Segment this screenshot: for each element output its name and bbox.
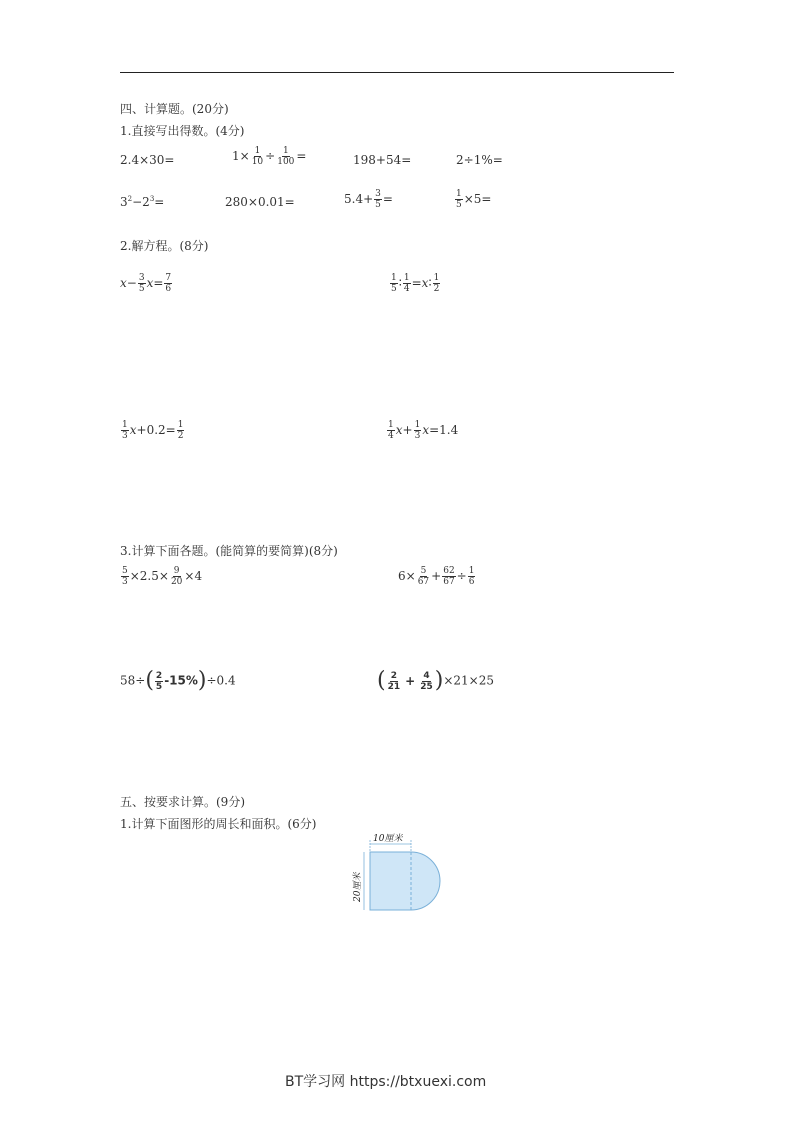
fraction: $\frac{1}{3}$ xyxy=(414,420,421,441)
q3-expression-2: 6× $\frac{5}{67}$ + $\frac{62}{67}$ ÷ $\frac{1}{6}$ xyxy=(398,566,475,587)
q1-item-b: 1× $\frac{1}{10}$ ÷ $\frac{1}{100}$ = xyxy=(232,146,307,167)
fraction: $\frac{5}{67}$ xyxy=(417,566,430,587)
q1-item-a: 2.4×30= xyxy=(120,153,175,167)
fraction: $\frac{1}{5}$ xyxy=(391,273,397,294)
fraction: $\frac{1}{3}$ xyxy=(122,420,128,441)
footer-text: BT学习网 https://btxuexi.com xyxy=(285,1074,487,1090)
s5-q1-title: 1.计算下面图形的周长和面积。(6分) xyxy=(120,817,317,831)
top-rule xyxy=(120,72,674,73)
semicircle-rectangle-figure xyxy=(350,830,450,916)
q3-expression-4: ( $\frac{2}{21}$ + $\frac{4}{25}$ )×21×25 xyxy=(377,668,494,693)
q1-item-d: 2÷1%= xyxy=(456,153,503,167)
width-label: 10厘米 xyxy=(373,834,403,844)
q3-title: 3.计算下面各题。(能简算的要简算)(8分) xyxy=(120,544,338,558)
height-label: 20厘米 xyxy=(353,872,363,902)
q2-equation-4: $\frac{1}{4}$ x+ $\frac{1}{3}$ x=1.4 xyxy=(388,420,459,441)
fraction: $\frac{4}{25}$ xyxy=(420,670,433,692)
q1-item-h: $\frac{1}{5}$ ×5= xyxy=(456,189,492,210)
fraction: $\frac{3}{5}$ xyxy=(138,273,145,294)
section4-title: 四、计算题。(20分) xyxy=(120,102,229,116)
q2-equation-1: x− $\frac{3}{5}$ x= $\frac{7}{6}$ xyxy=(120,273,172,294)
fraction: $\frac{1}{5}$ xyxy=(456,189,462,210)
q1-item-f: 280×0.01= xyxy=(225,195,295,209)
fraction: $\frac{3}{5}$ xyxy=(375,189,381,210)
figure-shape xyxy=(370,852,440,910)
fraction: $\frac{2}{5}$ xyxy=(155,670,163,692)
fraction: $\frac{1}{6}$ xyxy=(468,566,475,587)
fraction: $\frac{1}{100}$ xyxy=(277,146,295,167)
q1-item-c: 198+54= xyxy=(353,153,412,167)
fraction: $\frac{1}{2}$ xyxy=(177,420,184,441)
fraction: $\frac{7}{6}$ xyxy=(165,273,172,294)
q1-item-e: $3^2-2^3=$ xyxy=(120,195,165,209)
fraction: $\frac{1}{2}$ xyxy=(433,273,440,294)
q3-expression-3: 58÷( $\frac{2}{5}$ -15%)÷0.4 xyxy=(120,668,236,693)
fraction: $\frac{1}{10}$ xyxy=(251,146,264,167)
q1-title: 1.直接写出得数。(4分) xyxy=(120,124,245,138)
fraction: $\frac{1}{4}$ xyxy=(388,420,394,441)
q2-equation-2: $\frac{1}{5}$ ∶ $\frac{1}{4}$ =x∶ $\frac{1}{2}$ xyxy=(391,273,440,294)
fraction: $\frac{2}{21}$ xyxy=(387,670,401,692)
fraction: $\frac{1}{4}$ xyxy=(403,273,410,294)
q1-item-g: 5.4+ $\frac{3}{5}$ = xyxy=(344,189,393,210)
fraction: $\frac{62}{67}$ xyxy=(443,566,455,587)
fraction: $\frac{9}{20}$ xyxy=(170,566,183,587)
q2-title: 2.解方程。(8分) xyxy=(120,239,209,253)
q3-expression-1: $\frac{5}{3}$ ×2.5× $\frac{9}{20}$ ×4 xyxy=(122,566,203,587)
q2-equation-3: $\frac{1}{3}$ x+0.2= $\frac{1}{2}$ xyxy=(122,420,184,441)
section5-title: 五、按要求计算。(9分) xyxy=(120,795,245,809)
fraction: $\frac{5}{3}$ xyxy=(122,566,128,587)
